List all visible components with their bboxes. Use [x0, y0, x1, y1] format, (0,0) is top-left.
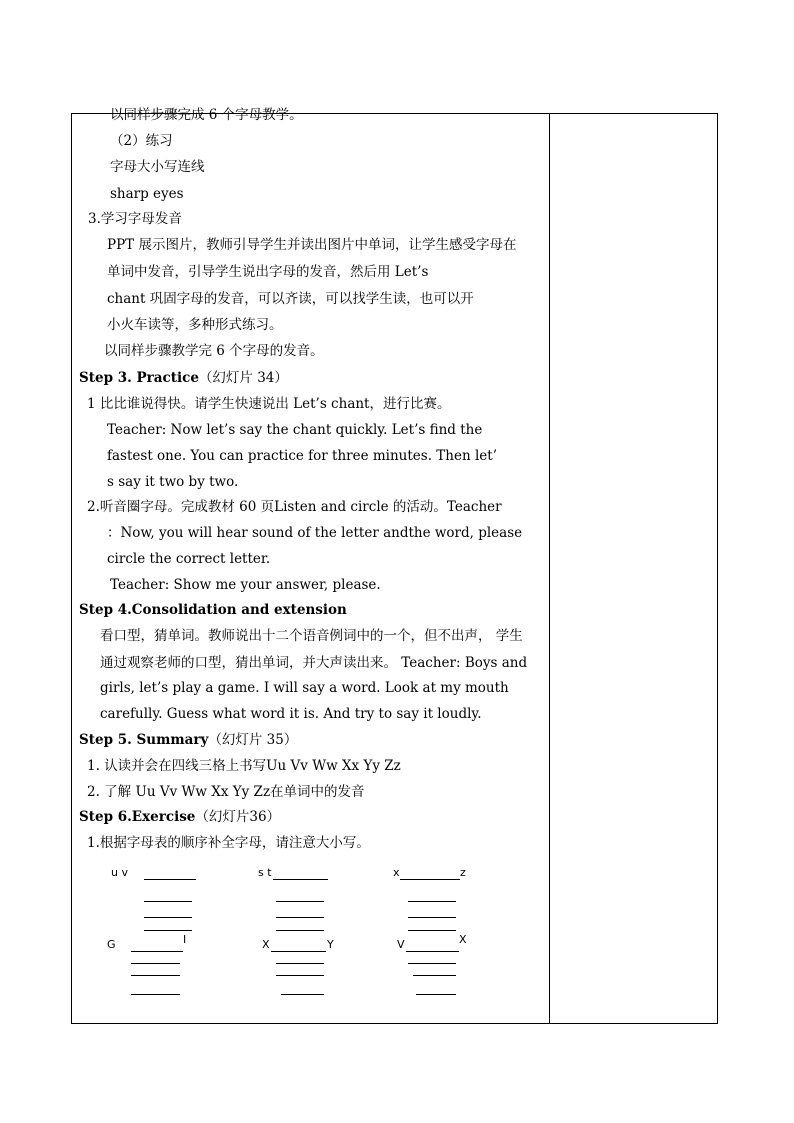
blank-line [276, 917, 324, 918]
exercise-letters: X [459, 933, 467, 946]
exercise-letters: G [107, 938, 116, 951]
blank-line [131, 951, 183, 952]
text-line: chant 巩固字母的发音，可以齐读，可以找学生读，也可以开 [107, 291, 474, 307]
exercise-letters: z [460, 866, 466, 879]
blank-line [406, 951, 459, 952]
step-heading: Step 5. Summary（幻灯片 35） [79, 732, 298, 748]
step-heading: Step 4.Consolidation and extension [79, 602, 347, 618]
step-heading: Step 3. Practice（幻灯片 34） [79, 370, 288, 386]
text-line: 以同样步骤教学完 6 个字母的发音。 [104, 343, 324, 359]
blank-line [131, 994, 180, 995]
text-line: 通过观察老师的口型，猜出单词，并大声读出来。 Teacher: Boys and [100, 655, 528, 671]
blank-line [144, 917, 192, 918]
text-line: （2）练习 [110, 133, 173, 149]
text-line: girls, let’s play a game. I will say a word. Look at my mouth [100, 680, 509, 696]
text-line: PPT 展示图片，教师引导学生并读出图片中单词，让学生感受字母在 [107, 237, 517, 253]
text-line: 1.根据字母表的顺序补全字母，请注意大小写。 [87, 835, 370, 851]
table-column-divider [549, 113, 550, 1024]
text-line: s say it two by two. [107, 474, 239, 490]
section-heading: 3.学习字母发音 [88, 211, 182, 227]
blank-line [276, 901, 324, 902]
exercise-letters: I [183, 933, 187, 946]
blank-line [144, 930, 192, 931]
text-line: Teacher: Now let’s say the chant quickly. Let’s find the [107, 422, 483, 438]
text-line: 2. 了解 Uu Vv Ww Xx Yy Zz在单词中的发音 [87, 784, 365, 800]
blank-line [276, 963, 324, 964]
step-heading: Step 6.Exercise（幻灯片36） [79, 809, 281, 825]
exercise-letters: x [393, 866, 400, 879]
blank-line [131, 975, 180, 976]
blank-line [408, 930, 456, 931]
text-line: 看口型，猜单词。教师说出十二个语音例词中的一个，但不出声， 学生 [100, 628, 523, 644]
blank-line [276, 930, 324, 931]
exercise-letters: X [262, 938, 270, 951]
text-line: 2.听音圈字母。完成教材 60 页Listen and circle 的活动。Teacher [87, 499, 502, 515]
text-line: 小火车读等，多种形式练习。 [107, 317, 283, 333]
blank-line [144, 901, 192, 902]
text-line: Teacher: Show me your answer, please. [110, 577, 381, 593]
text-line: sharp eyes [110, 186, 184, 202]
text-line: ：Now, you will hear sound of the letter andthe word, please [107, 525, 523, 541]
blank-line [144, 879, 196, 880]
blank-line [400, 879, 460, 880]
text-line: 以同样步骤完成 6 个字母教学。 [110, 107, 303, 123]
blank-line [413, 975, 456, 976]
exercise-letters: V [397, 938, 405, 951]
blank-line [276, 975, 324, 976]
blank-line [408, 963, 456, 964]
text-line: fastest one. You can practice for three minutes. Then let’ [107, 448, 498, 464]
blank-line [416, 994, 456, 995]
text-line: 字母大小写连线 [110, 159, 205, 175]
blank-line [408, 901, 456, 902]
text-line: carefully. Guess what word it is. And try to say it loudly. [100, 706, 482, 722]
blank-line [273, 879, 328, 880]
exercise-letters: s t [258, 866, 272, 879]
text-line: 1. 认读并会在四线三格上书写Uu Vv Ww Xx Yy Zz [87, 758, 401, 774]
blank-line [131, 963, 180, 964]
text-line: circle the correct letter. [107, 551, 271, 567]
blank-line [281, 994, 324, 995]
text-line: 单词中发音，引导学生说出字母的发音，然后用 Let’s [107, 264, 429, 280]
blank-line [271, 951, 326, 952]
blank-line [408, 917, 456, 918]
text-line: 1 比比谁说得快。请学生快速说出 Let’s chant，进行比赛。 [87, 396, 451, 412]
exercise-letters: u v [111, 866, 128, 879]
exercise-letters: Y [327, 938, 334, 951]
